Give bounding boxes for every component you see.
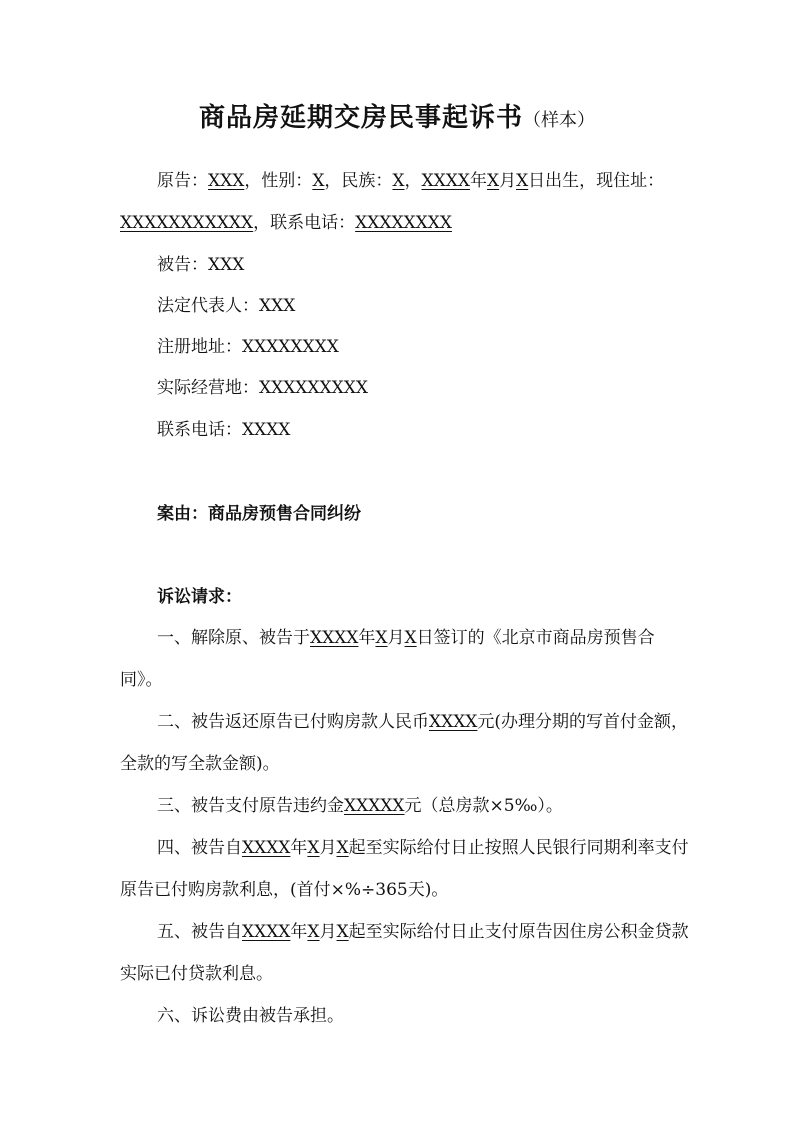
claim-5-prefix: 五、被告自 xyxy=(157,922,242,942)
claim-4-prefix: 四、被告自 xyxy=(157,838,242,858)
title-note: （样本） xyxy=(523,110,595,131)
claim-5 xyxy=(120,911,690,995)
plaintiff-paragraph xyxy=(120,160,690,244)
claim-4-year: XXXX xyxy=(242,838,291,858)
claim-2 xyxy=(120,701,690,785)
month-char: 月 xyxy=(387,628,405,648)
claims-heading: 诉讼请求： xyxy=(157,587,242,607)
cause-of-action: 案由：商品房预售合同纠纷 xyxy=(157,504,361,524)
claim-5-month: X xyxy=(307,922,320,942)
claim-4 xyxy=(120,827,690,911)
claim-5-suffix: 起至实际给付日止支付原告因住房公积金贷款实际已付贷款利息。 xyxy=(120,922,689,984)
birth-suffix: 日出生，现住址： xyxy=(528,171,665,191)
year-char: 年 xyxy=(469,171,487,191)
claim-1-suffix: 日签订的《北京市商品房预售合同》。 xyxy=(120,628,655,690)
ethnicity-label: ，民族： xyxy=(324,171,393,191)
year-char: 年 xyxy=(290,838,308,858)
month-char: 月 xyxy=(319,922,337,942)
claim-3 xyxy=(120,785,690,827)
claim-2-suffix: 元(办理分期的写首付金额，全款的写全款金额)。 xyxy=(120,712,689,774)
claim-3-prefix: 三、被告支付原告违约金 xyxy=(157,796,344,816)
operating-address: 实际经营地：XXXXXXXXX xyxy=(157,378,368,398)
claim-6: 六、诉讼费由被告承担。 xyxy=(157,1006,344,1026)
plaintiff-gender: X xyxy=(312,171,325,191)
birth-year: XXXX xyxy=(421,171,470,191)
month-char: 月 xyxy=(499,171,517,191)
claim-2-amount: XXXX xyxy=(429,712,478,732)
claim-2-prefix: 二、被告返还原告已付购房款人民币 xyxy=(157,712,429,732)
month-char: 月 xyxy=(319,838,337,858)
claim-1-year: XXXX xyxy=(310,628,359,648)
plaintiff-name: XXX xyxy=(208,171,245,191)
claim-3-amount: XXXXX xyxy=(344,796,405,816)
registered-address: 注册地址：XXXXXXXX xyxy=(157,337,339,357)
claim-4-suffix: 起至实际给付日止按照人民银行同期利率支付原告已付购房款利息，(首付×%÷365天)。 xyxy=(120,838,689,900)
plaintiff-phone: XXXXXXXX xyxy=(355,213,452,233)
document-title xyxy=(0,100,794,139)
phone-label: ，联系电话： xyxy=(253,213,356,233)
birth-day: X xyxy=(516,171,529,191)
claim-1-prefix: 一、解除原、被告于 xyxy=(157,628,310,648)
claim-1-month: X xyxy=(375,628,388,648)
claim-4-month: X xyxy=(307,838,320,858)
defendant-name: 被告：XXX xyxy=(157,255,245,275)
claim-4-day: X xyxy=(336,838,349,858)
year-char: 年 xyxy=(290,922,308,942)
year-char: 年 xyxy=(358,628,376,648)
title-main: 商品房延期交房民事起诉书 xyxy=(198,103,523,133)
gender-label: ，性别： xyxy=(244,171,313,191)
plaintiff-ethnicity: X xyxy=(392,171,405,191)
defendant-phone: 联系电话：XXXX xyxy=(157,420,291,440)
birth-month: X xyxy=(486,171,500,191)
claim-5-year: XXXX xyxy=(242,922,291,942)
claim-3-suffix: 元（总房款×5‰）。 xyxy=(404,796,563,816)
legal-representative: 法定代表人：XXX xyxy=(157,296,296,316)
plaintiff-label: 原告： xyxy=(157,171,208,191)
separator: ， xyxy=(404,171,422,191)
plaintiff-address: XXXXXXXXXXX xyxy=(120,213,254,233)
claim-1-day: X xyxy=(404,628,417,648)
claim-1 xyxy=(120,617,690,701)
claim-5-day: X xyxy=(336,922,349,942)
